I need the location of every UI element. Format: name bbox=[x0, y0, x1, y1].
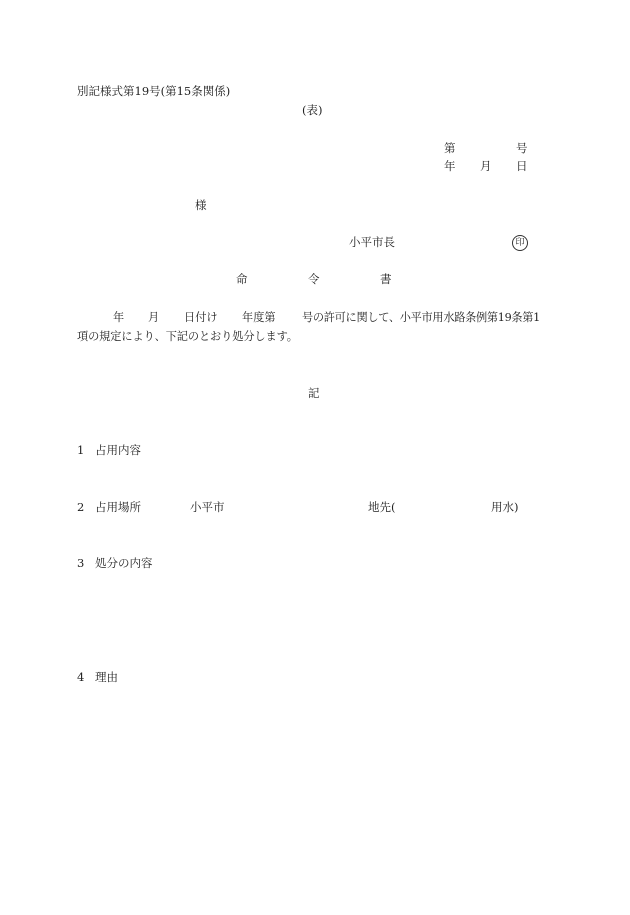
item-2-location-suffix: 地先( bbox=[368, 500, 396, 514]
body-line2: 項の規定により、下記のとおり処分します。 bbox=[77, 330, 298, 343]
number-suffix: 号 bbox=[516, 141, 528, 155]
body-year: 年 bbox=[113, 311, 125, 324]
doc-title-char-3: 書 bbox=[380, 272, 392, 286]
ki-heading: 記 bbox=[308, 386, 320, 400]
number-prefix: 第 bbox=[444, 141, 456, 155]
addressee-suffix: 様 bbox=[195, 198, 207, 212]
issuer: 小平市長 bbox=[349, 235, 395, 249]
item-4-number: 4 bbox=[77, 670, 85, 684]
item-2-number: 2 bbox=[77, 500, 85, 514]
doc-title-char-1: 命 bbox=[236, 272, 248, 286]
form-label: 別記様式第19号(第15条関係) bbox=[77, 84, 231, 98]
body-rest-line1: 号の許可に関して、小平市用水路条例第19条第1 bbox=[302, 311, 540, 324]
date-year: 年 bbox=[444, 159, 456, 173]
item-4-label: 理由 bbox=[95, 670, 118, 684]
date-month: 月 bbox=[480, 159, 492, 173]
item-3-label: 処分の内容 bbox=[95, 556, 153, 570]
item-1-label: 占用内容 bbox=[95, 443, 141, 457]
doc-title-char-2: 令 bbox=[308, 272, 320, 286]
seal-stamp: 印 bbox=[512, 235, 528, 251]
item-2-label: 占用場所 bbox=[95, 500, 141, 514]
body-month: 月 bbox=[148, 311, 160, 324]
body-dated: 日付け bbox=[184, 311, 218, 324]
body-fiscal-year-number: 年度第 bbox=[242, 311, 276, 324]
item-1-number: 1 bbox=[77, 443, 85, 457]
date-day: 日 bbox=[516, 159, 528, 173]
item-2-city: 小平市 bbox=[190, 500, 225, 514]
side-label: (表) bbox=[302, 103, 323, 117]
item-3-number: 3 bbox=[77, 556, 85, 570]
item-2-waterway: 用水) bbox=[491, 500, 519, 514]
